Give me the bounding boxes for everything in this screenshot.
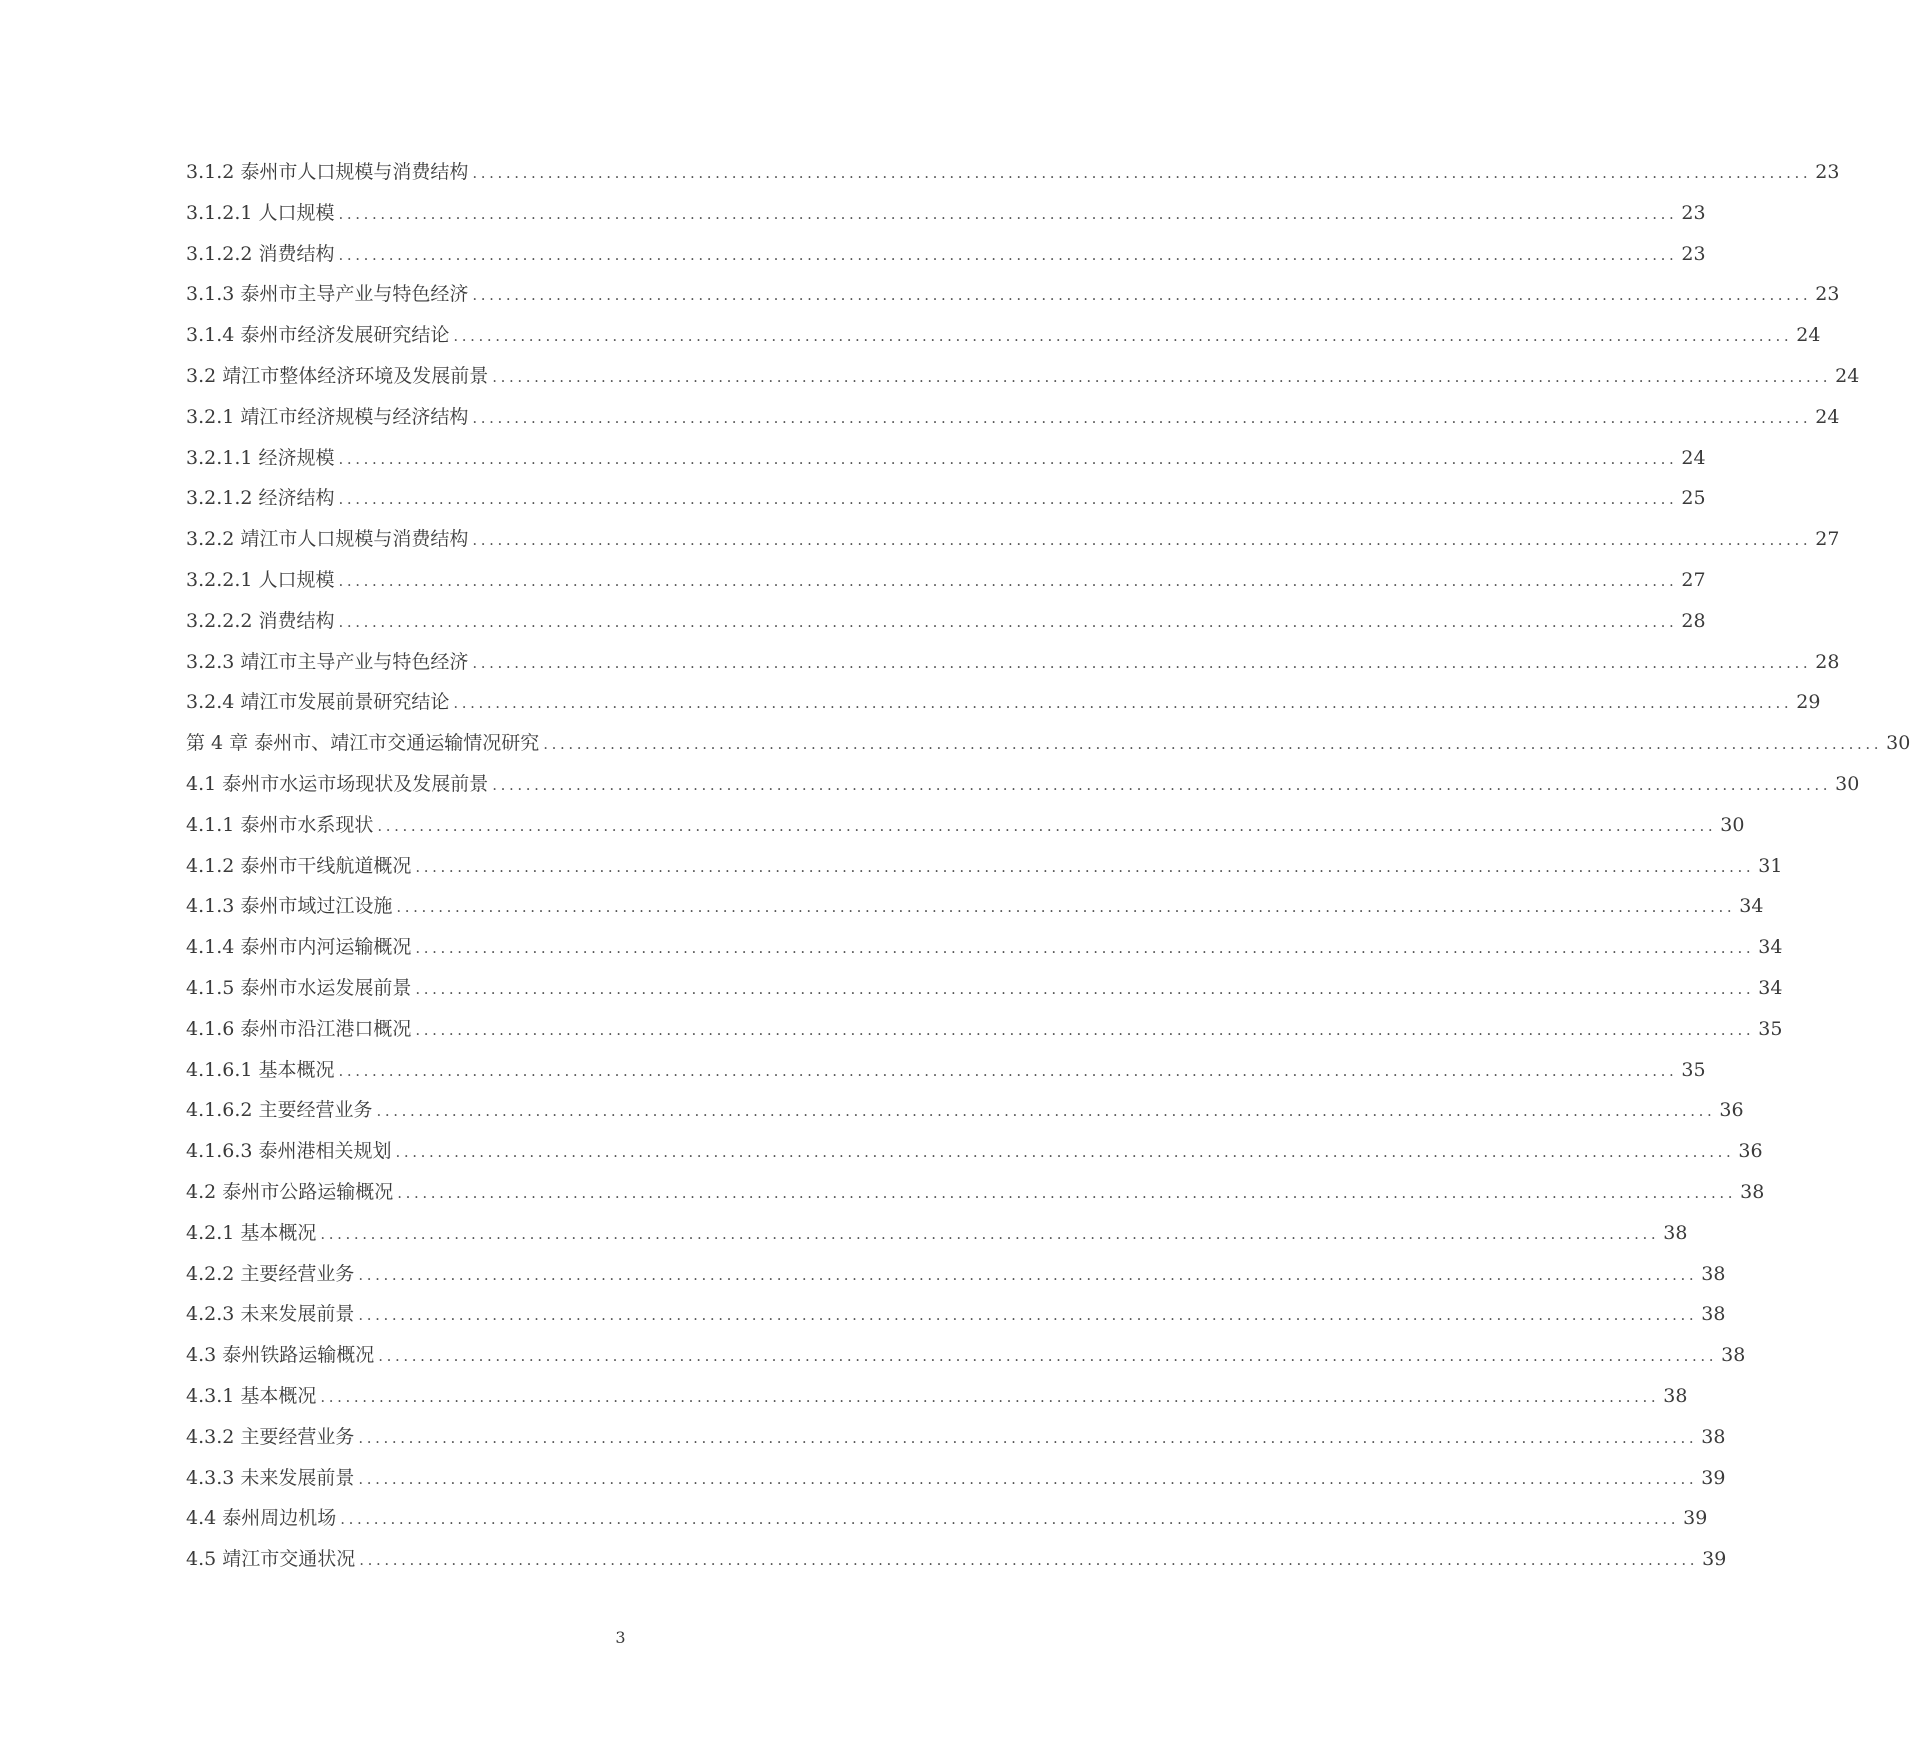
toc-entry[interactable]	[186, 682, 1821, 723]
toc-entry-label: 4.4 泰州周边机场	[186, 1507, 337, 1530]
dot-leader: ................................................................................................................................................................	[338, 1061, 1678, 1080]
toc-entry-label: 3.1.3 泰州市主导产业与特色经济	[186, 283, 469, 306]
toc-entry[interactable]	[186, 397, 1840, 438]
toc-entry-label: 3.2 靖江市整体经济环境及发展前景	[186, 364, 489, 387]
toc-entry[interactable]	[186, 438, 1706, 479]
dot-leader: ................................................................................................................................................................	[338, 449, 1678, 468]
toc-entry-page: 38	[1663, 1221, 1688, 1244]
toc-entry[interactable]	[186, 1254, 1726, 1295]
toc-entry-page: 38	[1701, 1425, 1726, 1448]
dot-leader: ................................................................................................................................................................	[338, 204, 1678, 223]
toc-entry-page: 36	[1738, 1140, 1763, 1163]
toc-entry[interactable]	[186, 1090, 1744, 1131]
toc-entry-page: 35	[1681, 1058, 1706, 1081]
toc-entry[interactable]	[186, 1131, 1763, 1172]
toc-entry[interactable]	[186, 601, 1706, 642]
dot-leader: ................................................................................................................................................................	[358, 1265, 1698, 1284]
toc-entry-label: 4.1.6 泰州市沿江港口概况	[186, 1017, 412, 1040]
dot-leader: ................................................................................................................................................................	[397, 1183, 1737, 1202]
toc-entry-label: 第 4 章 泰州市、靖江市交通运输情况研究	[186, 732, 540, 755]
dot-leader: ................................................................................................................................................................	[415, 979, 1755, 998]
toc-entry-page: 24	[1796, 324, 1821, 347]
dot-leader: ................................................................................................................................................................	[378, 1347, 1718, 1366]
toc-entry[interactable]	[186, 560, 1706, 601]
toc-entry-label: 3.2.2 靖江市人口规模与消费结构	[186, 528, 469, 551]
toc-entry[interactable]	[186, 478, 1706, 519]
toc-entry[interactable]	[186, 1458, 1726, 1499]
dot-leader: ................................................................................................................................................................	[453, 327, 1793, 346]
dot-leader: ................................................................................................................................................................	[492, 775, 1832, 794]
toc-entry[interactable]	[186, 642, 1840, 683]
toc-entry-label: 3.2.2.1 人口规模	[186, 568, 335, 591]
dot-leader: ................................................................................................................................................................	[377, 816, 1717, 835]
toc-entry-page: 38	[1701, 1303, 1726, 1326]
toc-entry[interactable]	[186, 1294, 1726, 1335]
dot-leader: ................................................................................................................................................................	[338, 490, 1678, 509]
toc-entry-page: 28	[1815, 650, 1840, 673]
toc-entry[interactable]	[186, 356, 1860, 397]
dot-leader: ................................................................................................................................................................	[376, 1102, 1716, 1121]
toc-entry-page: 34	[1758, 936, 1783, 959]
dot-leader: ................................................................................................................................................................	[338, 612, 1678, 631]
toc-entry-label: 4.1.4 泰州市内河运输概况	[186, 936, 412, 959]
toc-entry-label: 4.5 靖江市交通状况	[186, 1548, 356, 1571]
toc-entry-label: 4.1 泰州市水运市场现状及发展前景	[186, 772, 489, 795]
toc-entry-label: 3.2.2.2 消费结构	[186, 609, 335, 632]
toc-entry-label: 3.2.4 靖江市发展前景研究结论	[186, 691, 450, 714]
dot-leader: ................................................................................................................................................................	[395, 1143, 1735, 1162]
toc-entry-label: 4.1.6.3 泰州港相关规划	[186, 1140, 392, 1163]
toc-entry-page: 39	[1702, 1548, 1727, 1571]
toc-entry-label: 3.1.2.2 消费结构	[186, 242, 335, 265]
dot-leader: ................................................................................................................................................................	[492, 367, 1832, 386]
toc-entry-page: 27	[1815, 528, 1840, 551]
toc-entry-label: 4.1.5 泰州市水运发展前景	[186, 976, 412, 999]
toc-entry-label: 4.3.2 主要经营业务	[186, 1425, 355, 1448]
dot-leader: ................................................................................................................................................................	[415, 939, 1755, 958]
toc-entry[interactable]	[186, 1498, 1708, 1539]
toc-entry[interactable]	[186, 1539, 1727, 1580]
toc-entry[interactable]	[186, 1050, 1706, 1091]
toc-entry[interactable]	[186, 519, 1840, 560]
toc-entry-page: 35	[1758, 1017, 1783, 1040]
toc-entry-label: 3.2.1.2 经济结构	[186, 487, 335, 510]
dot-leader: ................................................................................................................................................................	[472, 653, 1812, 672]
toc-entry-label: 3.2.3 靖江市主导产业与特色经济	[186, 650, 469, 673]
toc-entry-page: 38	[1740, 1180, 1765, 1203]
toc-entry-label: 3.2.1 靖江市经济规模与经济结构	[186, 405, 469, 428]
toc-entry-label: 3.2.1.1 经济规模	[186, 446, 335, 469]
toc-entry-page: 38	[1721, 1344, 1746, 1367]
toc-entry-page: 36	[1719, 1099, 1744, 1122]
toc-entry[interactable]	[186, 805, 1745, 846]
toc-entry-page: 23	[1815, 161, 1840, 183]
toc-entry-page: 39	[1701, 1466, 1726, 1489]
dot-leader: ................................................................................................................................................................	[320, 1387, 1660, 1406]
toc-entry[interactable]	[186, 152, 1840, 193]
toc-entry-page: 30	[1720, 813, 1745, 836]
toc-entry-label: 4.2.2 主要经营业务	[186, 1262, 355, 1285]
dot-leader: ................................................................................................................................................................	[472, 286, 1812, 305]
toc-entry-page: 23	[1815, 283, 1840, 306]
toc-entry-label: 4.3.1 基本概况	[186, 1384, 317, 1407]
toc-entry-page: 38	[1701, 1262, 1726, 1285]
toc-entry-page: 25	[1681, 487, 1706, 510]
toc-entry[interactable]	[186, 193, 1706, 234]
toc-entry-label: 3.1.2 泰州市人口规模与消费结构	[186, 161, 469, 183]
toc-entry[interactable]	[186, 1335, 1746, 1376]
toc-entry-page: 28	[1681, 609, 1706, 632]
toc-entry-label: 4.3 泰州铁路运输概况	[186, 1344, 375, 1367]
toc-entry-label: 4.1.6.2 主要经营业务	[186, 1099, 373, 1122]
toc-entry-label: 4.1.2 泰州市干线航道概况	[186, 854, 412, 877]
dot-leader: ................................................................................................................................................................	[415, 1020, 1755, 1039]
toc-entry-label: 4.1.6.1 基本概况	[186, 1058, 335, 1081]
dot-leader: ................................................................................................................................................................	[543, 735, 1883, 754]
toc-entry-page: 27	[1681, 568, 1706, 591]
toc-entry[interactable]	[186, 274, 1840, 315]
toc-entry-page: 30	[1835, 772, 1860, 795]
toc-entry[interactable]	[186, 927, 1783, 968]
toc-entry[interactable]	[186, 846, 1783, 887]
table-of-contents	[186, 152, 1910, 1580]
dot-leader: ................................................................................................................................................................	[358, 1306, 1698, 1325]
toc-entry-label: 4.2.3 未来发展前景	[186, 1303, 355, 1326]
dot-leader: ................................................................................................................................................................	[472, 164, 1812, 182]
dot-leader: ................................................................................................................................................................	[396, 898, 1736, 917]
toc-entry-page: 24	[1815, 405, 1840, 428]
toc-entry[interactable]	[186, 764, 1860, 805]
toc-entry-page: 24	[1835, 364, 1860, 387]
toc-entry-page: 24	[1681, 446, 1706, 469]
toc-entry-label: 4.2.1 基本概况	[186, 1221, 317, 1244]
toc-entry[interactable]	[186, 1009, 1783, 1050]
toc-entry[interactable]	[186, 886, 1764, 927]
toc-entry-page: 30	[1886, 732, 1910, 755]
dot-leader: ................................................................................................................................................................	[358, 1428, 1698, 1447]
toc-entry-page: 38	[1663, 1384, 1688, 1407]
toc-entry-page: 31	[1758, 854, 1783, 877]
toc-entry-page: 39	[1683, 1507, 1708, 1530]
toc-entry-label: 4.3.3 未来发展前景	[186, 1466, 355, 1489]
toc-entry-label: 4.1.3 泰州市域过江设施	[186, 895, 393, 918]
dot-leader: ................................................................................................................................................................	[338, 571, 1678, 590]
toc-entry-label: 4.1.1 泰州市水系现状	[186, 813, 374, 836]
dot-leader: ................................................................................................................................................................	[320, 1224, 1660, 1243]
page-number: 3	[615, 1628, 626, 1647]
toc-entry-page: 23	[1681, 201, 1706, 224]
toc-entry[interactable]	[186, 723, 1910, 764]
toc-entry[interactable]	[186, 1172, 1765, 1213]
dot-leader: ................................................................................................................................................................	[472, 531, 1812, 550]
toc-entry-page: 29	[1796, 691, 1821, 714]
dot-leader: ................................................................................................................................................................	[340, 1510, 1680, 1529]
toc-entry[interactable]	[186, 234, 1706, 275]
toc-entry[interactable]	[186, 1213, 1688, 1254]
toc-entry-label: 4.2 泰州市公路运输概况	[186, 1180, 394, 1203]
toc-entry-page: 23	[1681, 242, 1706, 265]
dot-leader: ................................................................................................................................................................	[453, 694, 1793, 713]
dot-leader: ................................................................................................................................................................	[359, 1551, 1699, 1570]
toc-entry[interactable]	[186, 1417, 1726, 1458]
toc-entry[interactable]	[186, 315, 1821, 356]
toc-entry[interactable]	[186, 968, 1783, 1009]
toc-entry[interactable]	[186, 1376, 1688, 1417]
toc-entry-label: 3.1.4 泰州市经济发展研究结论	[186, 324, 450, 347]
dot-leader: ................................................................................................................................................................	[472, 408, 1812, 427]
dot-leader: ................................................................................................................................................................	[338, 245, 1678, 264]
toc-entry-page: 34	[1739, 895, 1764, 918]
dot-leader: ................................................................................................................................................................	[415, 857, 1755, 876]
toc-entry-label: 3.1.2.1 人口规模	[186, 201, 335, 224]
dot-leader: ................................................................................................................................................................	[358, 1469, 1698, 1488]
toc-entry-page: 34	[1758, 976, 1783, 999]
